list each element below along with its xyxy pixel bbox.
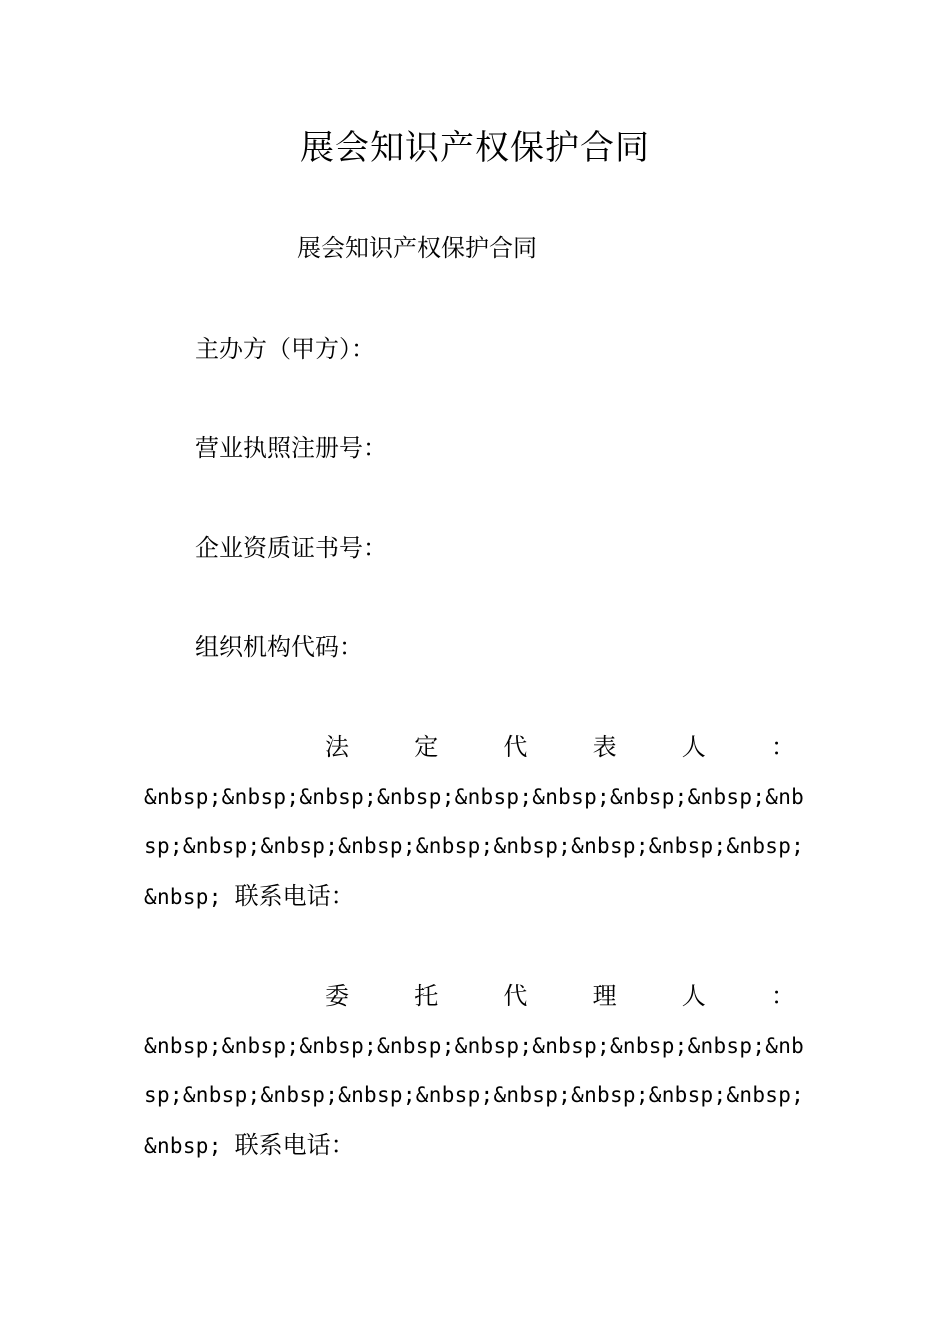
legal-rep-label (325, 731, 795, 763)
agent-char: 委 (325, 982, 349, 1010)
document-title: 展会知识产权保护合同 (300, 128, 650, 168)
legal-rep-char: 代 (503, 733, 528, 761)
agent-char: 人 (681, 982, 706, 1010)
field-qualification-cert: 企业资质证书号： (195, 534, 387, 562)
agent-label (325, 980, 795, 1012)
agent-entity-line-2: sp;&nbsp;&nbsp;&nbsp;&nbsp;&nbsp;&nbsp;&nbsp;&nbsp; (144, 1083, 805, 1107)
legal-rep-phone-label: 联系电话： (234, 882, 355, 910)
legal-rep-char: 表 (592, 733, 617, 761)
agent-char: 理 (592, 982, 617, 1010)
field-business-license: 营业执照注册号： (195, 434, 387, 462)
agent-phone-label: 联系电话： (234, 1131, 355, 1159)
legal-rep-char: ： (770, 733, 795, 761)
legal-rep-prefix: &nbsp; (144, 885, 235, 909)
agent-char: 代 (503, 982, 528, 1010)
agent-prefix: &nbsp; (144, 1134, 235, 1158)
document-subtitle: 展会知识产权保护合同 (297, 234, 537, 262)
agent-entity-line-3 (144, 1130, 355, 1161)
legal-rep-char: 法 (325, 733, 349, 761)
agent-char: ： (770, 982, 795, 1010)
agent-char: 托 (414, 982, 439, 1010)
legal-rep-entity-line-2: sp;&nbsp;&nbsp;&nbsp;&nbsp;&nbsp;&nbsp;&nbsp;&nbsp; (144, 834, 805, 858)
legal-rep-char: 定 (414, 733, 439, 761)
legal-rep-entity-line-1: &nbsp;&nbsp;&nbsp;&nbsp;&nbsp;&nbsp;&nbsp;&nbsp;&nb (144, 785, 805, 809)
legal-rep-entity-line-3 (144, 881, 355, 912)
legal-rep-char: 人 (681, 733, 706, 761)
field-org-code: 组织机构代码： (195, 633, 363, 661)
agent-entity-line-1: &nbsp;&nbsp;&nbsp;&nbsp;&nbsp;&nbsp;&nbsp;&nbsp;&nb (144, 1034, 805, 1058)
field-organizer: 主办方（甲方）： (195, 335, 375, 363)
